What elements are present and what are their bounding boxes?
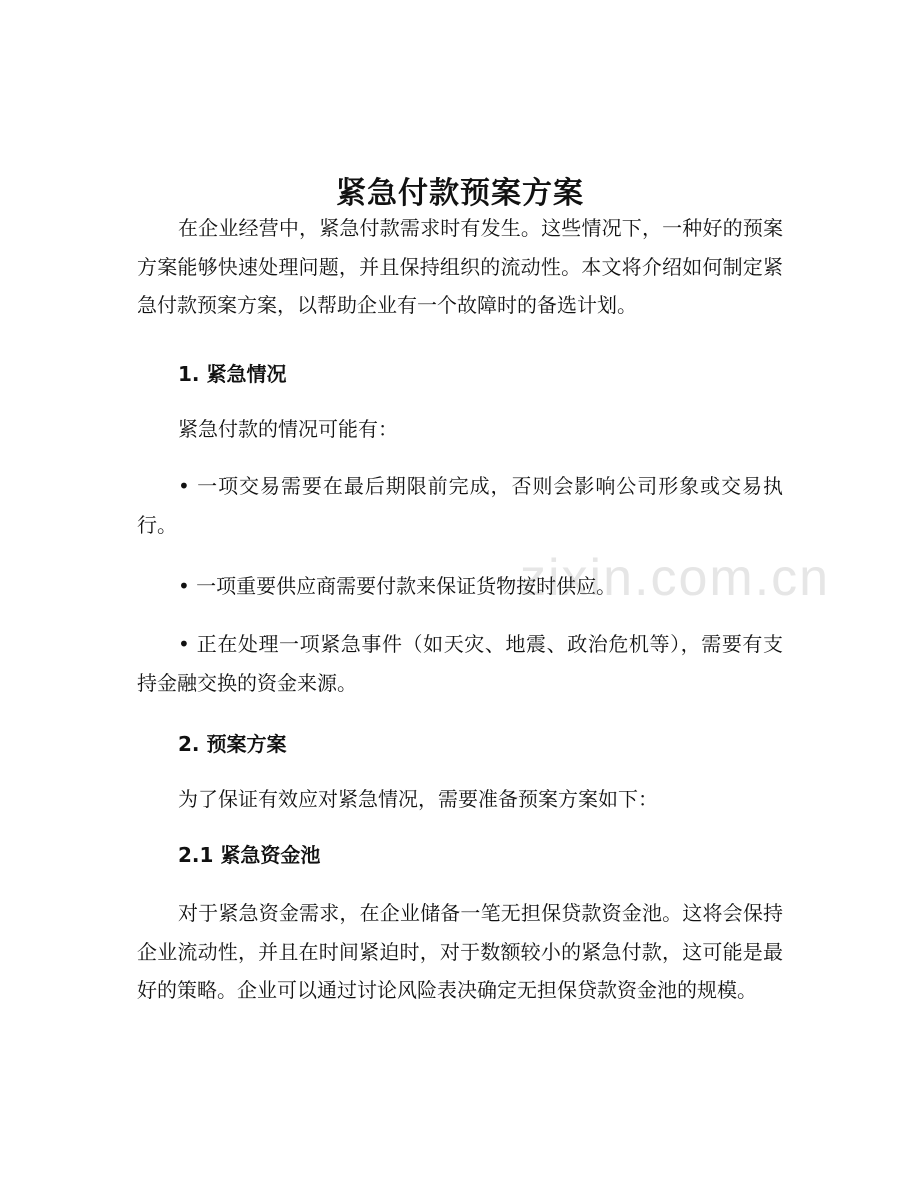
watermark: zixin.com.cn [520,549,831,607]
section-1-lead: 紧急付款的情况可能有： [178,417,398,441]
section-2-heading: 2. 预案方案 [178,732,287,756]
section-2-1-heading: 2.1 紧急资金池 [178,843,321,867]
section-1-heading: 1. 紧急情况 [178,362,287,386]
intro-paragraph: 在企业经营中，紧急付款需求时有发生。这些情况下，一种好的预案方案能够快速处理问题，并且保持组织的流动性。本文将介绍如何制定紧急付款预案方案，以帮助企业有一个故障时的备选计划。 [137,216,783,317]
document-title: 紧急付款预案方案 [336,176,584,212]
bullet-item-1: • 一项交易需要在最后期限前完成，否则会影响公司形象或交易执行。 [137,474,783,537]
section-2-1-body: 对于紧急资金需求，在企业储备一笔无担保贷款资金池。这将会保持企业流动性，并且在时间紧迫时，对于数额较小的紧急付款，这可能是最好的策略。企业可以通过讨论风险表决确定无担保贷款资金池的规模。 [137,901,783,1002]
bullet-item-2: • 一项重要供应商需要付款来保证货物按时供应。 [178,574,617,598]
section-2-lead: 为了保证有效应对紧急情况，需要准备预案方案如下： [178,787,658,811]
bullet-item-3: • 正在处理一项紧急事件（如天灾、地震、政治危机等），需要有支持金融交换的资金来源。 [137,632,783,695]
